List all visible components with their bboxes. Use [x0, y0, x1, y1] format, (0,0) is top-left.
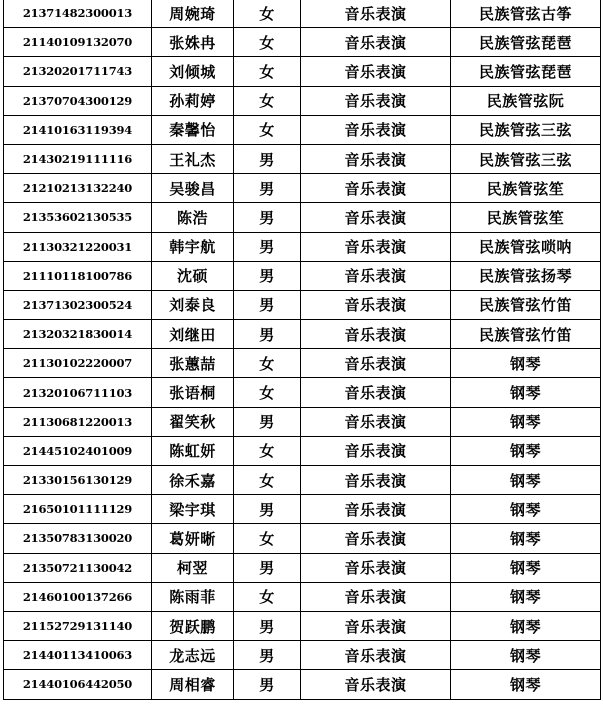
exam-number-cell: 21130102220007	[4, 349, 152, 378]
major-cell: 音乐表演	[301, 144, 451, 173]
gender-cell: 男	[234, 320, 301, 349]
major-cell: 音乐表演	[301, 611, 451, 640]
student-name-cell: 沈硕	[152, 261, 234, 290]
exam-number-cell: 21353602130535	[4, 203, 152, 232]
major-cell: 音乐表演	[301, 407, 451, 436]
gender-cell: 男	[234, 174, 301, 203]
table-row	[4, 407, 601, 436]
student-name-cell: 秦馨怡	[152, 115, 234, 144]
gender-cell: 女	[234, 28, 301, 57]
exam-number-cell: 21110118100786	[4, 261, 152, 290]
direction-cell: 钢琴	[451, 641, 601, 670]
student-name-cell: 张蕙喆	[152, 349, 234, 378]
table-row	[4, 466, 601, 495]
exam-number-cell: 21140109132070	[4, 28, 152, 57]
student-name-cell: 贺跃鹏	[152, 611, 234, 640]
gender-cell: 男	[234, 144, 301, 173]
gender-cell: 女	[234, 86, 301, 115]
table-row	[4, 86, 601, 115]
student-name-cell: 刘倾城	[152, 57, 234, 86]
gender-cell: 女	[234, 466, 301, 495]
gender-cell: 男	[234, 553, 301, 582]
direction-cell: 民族管弦唢呐	[451, 232, 601, 261]
student-name-cell: 刘泰良	[152, 290, 234, 319]
gender-cell: 男	[234, 232, 301, 261]
student-name-cell: 王礼杰	[152, 144, 234, 173]
gender-cell: 女	[234, 115, 301, 144]
exam-number-cell: 21350783130020	[4, 524, 152, 553]
table-row	[4, 174, 601, 203]
major-cell: 音乐表演	[301, 203, 451, 232]
major-cell: 音乐表演	[301, 553, 451, 582]
gender-cell: 男	[234, 495, 301, 524]
gender-cell: 男	[234, 611, 301, 640]
exam-number-cell: 21320321830014	[4, 320, 152, 349]
direction-cell: 民族管弦笙	[451, 174, 601, 203]
gender-cell: 女	[234, 436, 301, 465]
direction-cell: 民族管弦阮	[451, 86, 601, 115]
table-row	[4, 115, 601, 144]
direction-cell: 民族管弦竹笛	[451, 320, 601, 349]
student-name-cell: 梁宇琪	[152, 495, 234, 524]
major-cell: 音乐表演	[301, 320, 451, 349]
student-name-cell: 陈雨菲	[152, 582, 234, 611]
table-row	[4, 261, 601, 290]
gender-cell: 男	[234, 203, 301, 232]
student-name-cell: 韩宇航	[152, 232, 234, 261]
exam-number-cell: 21371302300524	[4, 290, 152, 319]
table-row	[4, 290, 601, 319]
major-cell: 音乐表演	[301, 349, 451, 378]
student-name-cell: 徐禾嘉	[152, 466, 234, 495]
major-cell: 音乐表演	[301, 378, 451, 407]
table-row	[4, 524, 601, 553]
major-cell: 音乐表演	[301, 290, 451, 319]
direction-cell: 民族管弦笙	[451, 203, 601, 232]
table-row	[4, 57, 601, 86]
exam-number-cell: 21460100137266	[4, 582, 152, 611]
major-cell: 音乐表演	[301, 670, 451, 699]
gender-cell: 男	[234, 290, 301, 319]
gender-cell: 男	[234, 261, 301, 290]
direction-cell: 钢琴	[451, 670, 601, 699]
direction-cell: 钢琴	[451, 611, 601, 640]
major-cell: 音乐表演	[301, 115, 451, 144]
table-row	[4, 349, 601, 378]
exam-number-cell: 21152729131140	[4, 611, 152, 640]
gender-cell: 女	[234, 349, 301, 378]
gender-cell: 女	[234, 582, 301, 611]
student-roster-table	[3, 0, 601, 700]
major-cell: 音乐表演	[301, 466, 451, 495]
student-name-cell: 周婉琦	[152, 0, 234, 28]
exam-number-cell: 21430219111116	[4, 144, 152, 173]
major-cell: 音乐表演	[301, 232, 451, 261]
table-row	[4, 641, 601, 670]
student-name-cell: 周相睿	[152, 670, 234, 699]
student-name-cell: 陈浩	[152, 203, 234, 232]
exam-number-cell: 21440113410063	[4, 641, 152, 670]
table-row	[4, 232, 601, 261]
table-row	[4, 320, 601, 349]
gender-cell: 女	[234, 0, 301, 28]
gender-cell: 男	[234, 670, 301, 699]
table-row	[4, 670, 601, 699]
direction-cell: 钢琴	[451, 524, 601, 553]
table-row	[4, 28, 601, 57]
exam-number-cell: 21320106711103	[4, 378, 152, 407]
student-name-cell: 陈虹妍	[152, 436, 234, 465]
gender-cell: 女	[234, 57, 301, 86]
major-cell: 音乐表演	[301, 436, 451, 465]
direction-cell: 钢琴	[451, 495, 601, 524]
exam-number-cell: 21330156130129	[4, 466, 152, 495]
direction-cell: 钢琴	[451, 407, 601, 436]
table-row	[4, 378, 601, 407]
direction-cell: 钢琴	[451, 582, 601, 611]
student-name-cell: 龙志远	[152, 641, 234, 670]
student-name-cell: 柯翌	[152, 553, 234, 582]
direction-cell: 民族管弦扬琴	[451, 261, 601, 290]
gender-cell: 女	[234, 378, 301, 407]
major-cell: 音乐表演	[301, 524, 451, 553]
student-name-cell: 刘继田	[152, 320, 234, 349]
table-row	[4, 203, 601, 232]
gender-cell: 男	[234, 641, 301, 670]
table-row	[4, 0, 601, 28]
exam-number-cell: 21130681220013	[4, 407, 152, 436]
exam-number-cell: 21350721130042	[4, 553, 152, 582]
exam-number-cell: 21320201711743	[4, 57, 152, 86]
table-row	[4, 611, 601, 640]
student-name-cell: 孙莉婷	[152, 86, 234, 115]
direction-cell: 钢琴	[451, 349, 601, 378]
major-cell: 音乐表演	[301, 174, 451, 203]
table-row	[4, 553, 601, 582]
major-cell: 音乐表演	[301, 57, 451, 86]
roster-body	[4, 0, 601, 699]
exam-number-cell: 21440106442050	[4, 670, 152, 699]
direction-cell: 民族管弦三弦	[451, 115, 601, 144]
table-row	[4, 582, 601, 611]
gender-cell: 女	[234, 524, 301, 553]
major-cell: 音乐表演	[301, 641, 451, 670]
exam-number-cell: 21650101111129	[4, 495, 152, 524]
exam-number-cell: 21370704300129	[4, 86, 152, 115]
student-name-cell: 翟笑秋	[152, 407, 234, 436]
student-name-cell: 葛妍晰	[152, 524, 234, 553]
direction-cell: 民族管弦古筝	[451, 0, 601, 28]
student-name-cell: 张姝冉	[152, 28, 234, 57]
table-row	[4, 495, 601, 524]
exam-number-cell: 21130321220031	[4, 232, 152, 261]
student-name-cell: 张语桐	[152, 378, 234, 407]
exam-number-cell: 21371482300013	[4, 0, 152, 28]
major-cell: 音乐表演	[301, 495, 451, 524]
direction-cell: 钢琴	[451, 436, 601, 465]
direction-cell: 民族管弦竹笛	[451, 290, 601, 319]
major-cell: 音乐表演	[301, 261, 451, 290]
direction-cell: 民族管弦琵琶	[451, 57, 601, 86]
major-cell: 音乐表演	[301, 0, 451, 28]
direction-cell: 钢琴	[451, 378, 601, 407]
direction-cell: 民族管弦三弦	[451, 144, 601, 173]
gender-cell: 男	[234, 407, 301, 436]
exam-number-cell: 21445102401009	[4, 436, 152, 465]
direction-cell: 民族管弦琵琶	[451, 28, 601, 57]
direction-cell: 钢琴	[451, 553, 601, 582]
student-name-cell: 吴骏昌	[152, 174, 234, 203]
direction-cell: 钢琴	[451, 466, 601, 495]
major-cell: 音乐表演	[301, 582, 451, 611]
exam-number-cell: 21410163119394	[4, 115, 152, 144]
table-row	[4, 436, 601, 465]
major-cell: 音乐表演	[301, 86, 451, 115]
table-row	[4, 144, 601, 173]
exam-number-cell: 21210213132240	[4, 174, 152, 203]
major-cell: 音乐表演	[301, 28, 451, 57]
